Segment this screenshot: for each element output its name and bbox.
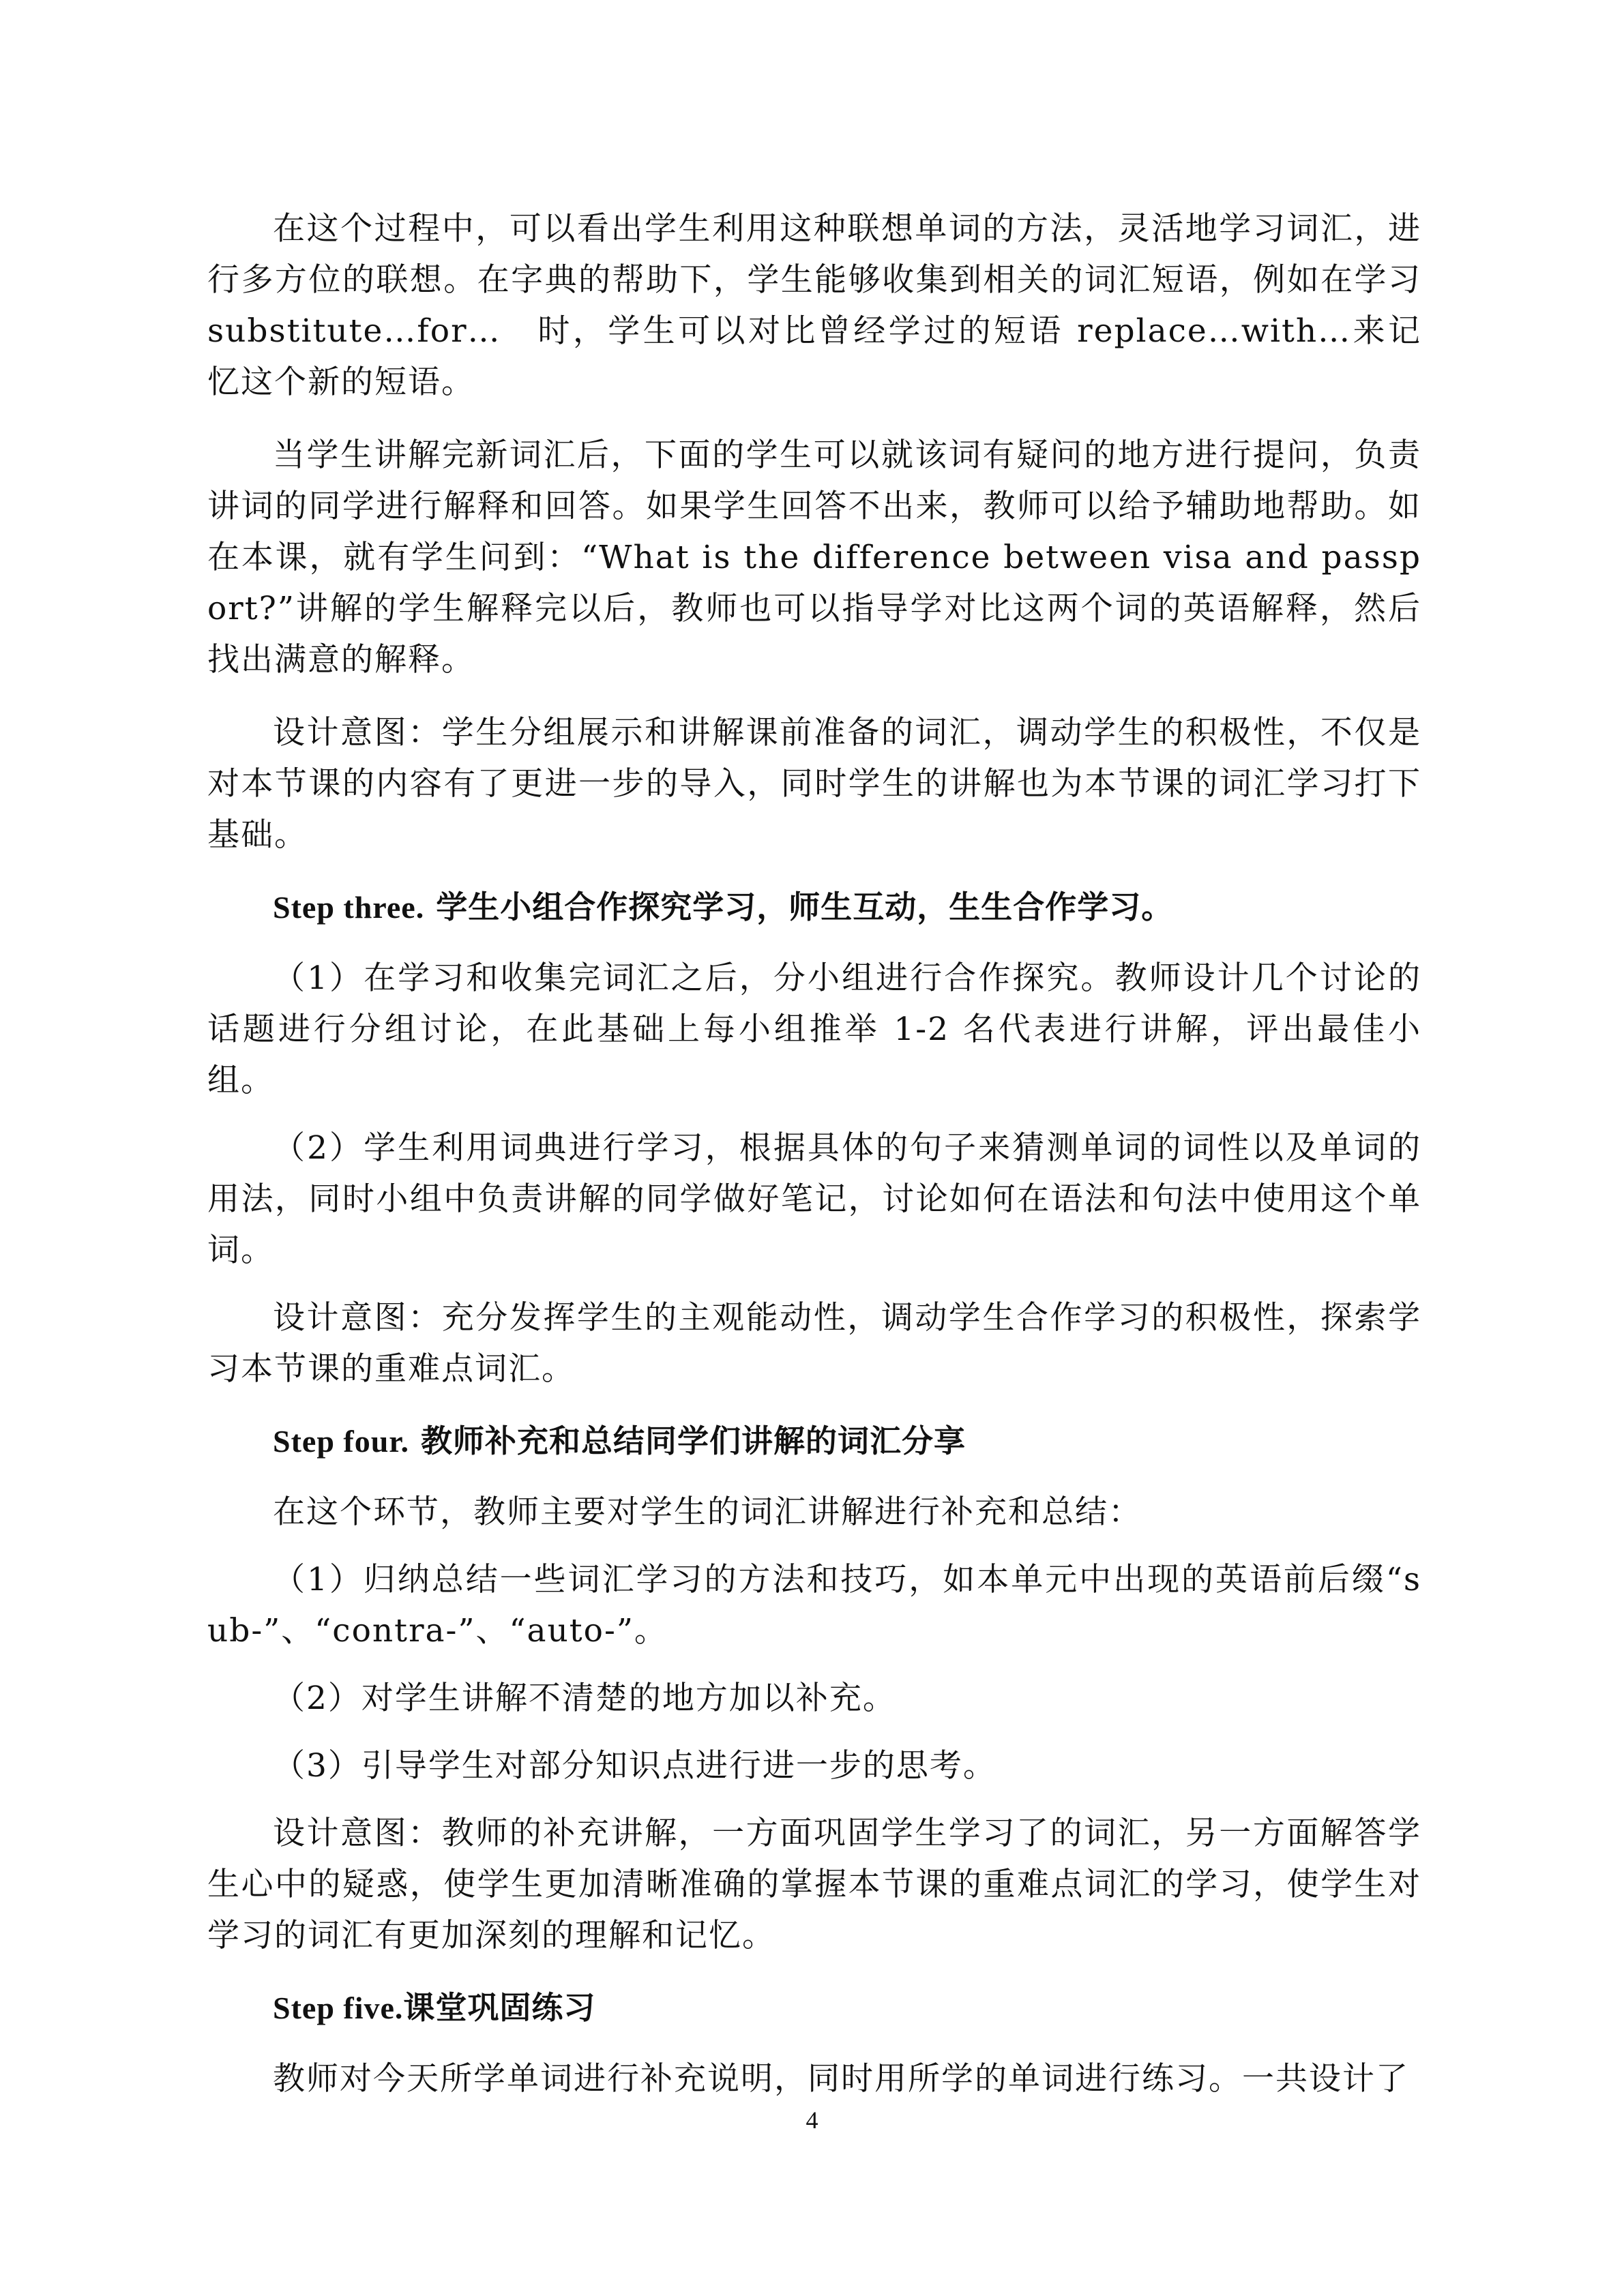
heading-step-three: [207, 882, 1421, 932]
paragraph-design-intent-1: 设计意图：学生分组展示和讲解课前准备的词汇，调动学生的积极性，不仅是对本节课的内容有了更进一步的导入，同时学生的讲解也为本节课的词汇学习打下基础。: [207, 714, 1421, 854]
step-three-item-1: （1）在学习和收集完词汇之后，分小组进行合作探究。教师设计几个讨论的话题进行分组讨论，在此基础上每小组推举 1-2 名代表进行讲解，评出最佳小组。: [207, 959, 1421, 1099]
step-four-label: Step four.: [273, 1424, 409, 1459]
step-four-item-3: （3）引导学生对部分知识点进行进一步的思考。: [273, 1747, 996, 1785]
page-number: 4: [806, 2106, 818, 2134]
step-four-intent: 设计意图：教师的补充讲解，一方面巩固学生学习了的词汇，另一方面解答学生心中的疑惑，使学生更加清晰准确的掌握本节课的重难点词汇的学习，使学生对学习的词汇有更加深刻的理解和记忆。: [207, 1815, 1421, 1954]
step-five-title: 课堂巩固练习: [403, 1989, 596, 2026]
step-three-label: Step three.: [273, 890, 425, 925]
step-four-title: 教师补充和总结同学们讲解的词汇分享: [421, 1422, 966, 1459]
step-three-item-2: （2）学生利用词典进行学习，根据具体的句子来猜测单词的词性以及单词的用法，同时小组中负责讲解的同学做好笔记，讨论如何在语法和句法中使用这个单词。: [207, 1129, 1421, 1269]
step-four-item-1: （1）归纳总结一些词汇学习的方法和技巧，如本单元中出现的英语前后缀“sub-”、“contra-”、“auto-”。: [207, 1561, 1421, 1650]
step-four-intro: 在这个环节，教师主要对学生的词汇讲解进行补充和总结：: [273, 1493, 1142, 1531]
step-four-item-2: （2）对学生讲解不清楚的地方加以补充。: [273, 1680, 896, 1717]
heading-step-four: [207, 1416, 1421, 1466]
paragraph-question-answer: 当学生讲解完新词汇后，下面的学生可以就该词有疑问的地方进行提问，负责讲词的同学进行解释和回答。如果学生回答不出来，教师可以给予辅助地帮助。如在本课，就有学生问到：“What is the difference between visa and passport?”讲解的学生解释完以后，教师也可以指导学对比这两个词的英语解释，然后找出满意的解释。: [207, 436, 1421, 679]
step-three-intent: 设计意图：充分发挥学生的主观能动性，调动学生合作学习的积极性，探索学习本节课的重难点词汇。: [207, 1299, 1421, 1388]
page-content: [207, 203, 1421, 2126]
step-five-label: Step five.: [273, 1991, 404, 2025]
heading-step-five: [207, 1983, 1421, 2033]
step-five-text: 教师对今天所学单词进行补充说明，同时用所学的单词进行练习。一共设计了: [273, 2060, 1409, 2098]
paragraph-association-method: 在这个过程中，可以看出学生利用这种联想单词的方法，灵活地学习词汇，进行多方位的联想。在字典的帮助下，学生能够收集到相关的词汇短语，例如在学习 substitute…for… 时，学生可以对比曾经学过的短语 replace…with…来记忆这个新的短语。: [207, 210, 1421, 401]
step-three-title: 学生小组合作探究学习，师生互动，生生合作学习。: [436, 889, 1174, 925]
